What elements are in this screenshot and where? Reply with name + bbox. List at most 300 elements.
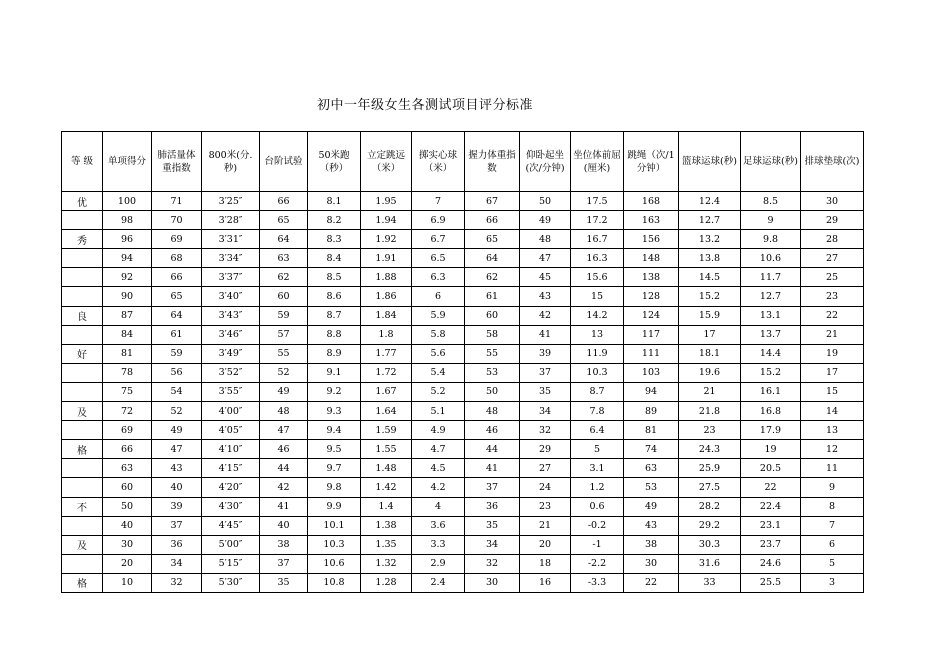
table-cell: 12.7 (741, 287, 801, 306)
table-row (62, 306, 864, 325)
table-cell: 23.1 (741, 516, 801, 535)
table-cell: 62 (260, 268, 308, 287)
table-cell: 128 (624, 287, 679, 306)
table-cell: 1.2 (571, 478, 624, 497)
table-cell: 9.8 (741, 230, 801, 249)
table-cell: 13 (571, 325, 624, 344)
table-cell: 17.2 (571, 211, 624, 230)
table-cell: 21.8 (679, 402, 741, 421)
table-cell: 11 (801, 459, 864, 478)
table-cell: 100 (103, 192, 152, 211)
table-cell: 15.2 (741, 363, 801, 382)
table-row (62, 402, 864, 421)
table-cell: 87 (103, 306, 152, 325)
table-cell: 2.9 (412, 554, 465, 573)
table-cell: 50 (103, 497, 152, 516)
table-cell: 1.92 (361, 230, 412, 249)
table-cell: 28 (801, 230, 864, 249)
table-row (62, 497, 864, 516)
table-cell: 1.42 (361, 478, 412, 497)
table-cell: 8 (801, 497, 864, 516)
table-cell: 61 (152, 325, 202, 344)
table-cell: 65 (465, 230, 520, 249)
table-cell: 39 (152, 497, 202, 516)
table-cell: 98 (103, 211, 152, 230)
table-cell: 15.9 (679, 306, 741, 325)
table-cell: 5′00″ (202, 535, 260, 554)
table-cell: -3.3 (571, 573, 624, 592)
table-cell: 20 (520, 535, 571, 554)
table-cell: 78 (103, 363, 152, 382)
table-cell: 10 (103, 573, 152, 592)
table-cell: 14.4 (741, 344, 801, 363)
table-cell: 10.6 (308, 554, 361, 573)
table-cell: 43 (520, 287, 571, 306)
grade-cell (62, 554, 103, 573)
table-row (62, 268, 864, 287)
table-cell: 81 (103, 344, 152, 363)
table-cell: 17 (679, 325, 741, 344)
table-cell: 41 (465, 459, 520, 478)
table-cell: 60 (465, 306, 520, 325)
table-cell: 22 (801, 306, 864, 325)
page-title-text: 初中一年级女生各测试项目评分标准 (316, 98, 533, 113)
column-header: 仰卧起坐(次/分钟) (520, 132, 571, 192)
table-cell: 20.5 (741, 459, 801, 478)
table-cell: 6.4 (571, 421, 624, 440)
table-cell: 4.9 (412, 421, 465, 440)
table-cell: 66 (260, 192, 308, 211)
table-cell: 8.4 (308, 249, 361, 268)
table-cell: 4 (412, 497, 465, 516)
table-cell: 70 (152, 211, 202, 230)
table-cell: 66 (152, 268, 202, 287)
table-cell: 1.77 (361, 344, 412, 363)
table-cell: 36 (152, 535, 202, 554)
table-cell: 65 (260, 211, 308, 230)
table-row (62, 459, 864, 478)
table-body (62, 192, 864, 593)
table-cell: 9.5 (308, 440, 361, 459)
grade-cell: 不 (62, 497, 103, 516)
table-cell: 40 (103, 516, 152, 535)
table-cell: 3.1 (571, 459, 624, 478)
table-cell: 5′30″ (202, 573, 260, 592)
table-cell: 31.6 (679, 554, 741, 573)
column-header: 握力体重指数 (465, 132, 520, 192)
table-cell: 37 (152, 516, 202, 535)
table-cell: 6.9 (412, 211, 465, 230)
table-cell: 1.48 (361, 459, 412, 478)
table-cell: 8.5 (741, 192, 801, 211)
table-cell: 5.9 (412, 306, 465, 325)
column-header: 立定跳远（米） (361, 132, 412, 192)
table-cell: 23 (801, 287, 864, 306)
table-cell: 23 (520, 497, 571, 516)
table-cell: 49 (624, 497, 679, 516)
table-cell: 43 (624, 516, 679, 535)
column-header: 50米跑（秒） (308, 132, 361, 192)
table-cell: 37 (520, 363, 571, 382)
table-cell: 4′10″ (202, 440, 260, 459)
table-cell: 59 (152, 344, 202, 363)
table-cell: 37 (260, 554, 308, 573)
table-cell: 49 (260, 382, 308, 401)
grade-cell: 良 (62, 306, 103, 325)
table-cell: 22.4 (741, 497, 801, 516)
table-cell: 30 (103, 535, 152, 554)
grade-cell (62, 268, 103, 287)
table-cell: 32 (152, 573, 202, 592)
table-cell: 89 (624, 402, 679, 421)
table-cell: 15.2 (679, 287, 741, 306)
table-cell: 45 (520, 268, 571, 287)
table-cell: 9.7 (308, 459, 361, 478)
table-cell: 4′15″ (202, 459, 260, 478)
table-cell: 8.3 (308, 230, 361, 249)
table-cell: 15 (571, 287, 624, 306)
table-cell: 34 (152, 554, 202, 573)
table-cell: 4′05″ (202, 421, 260, 440)
table-cell: 33 (679, 573, 741, 592)
table-cell: 168 (624, 192, 679, 211)
table-row (62, 363, 864, 382)
table-cell: 50 (520, 192, 571, 211)
table-cell: 9.4 (308, 421, 361, 440)
table-cell: 5.4 (412, 363, 465, 382)
table-cell: 4.7 (412, 440, 465, 459)
table-row (62, 249, 864, 268)
table-cell: 16 (520, 573, 571, 592)
table-cell: 3′43″ (202, 306, 260, 325)
table-cell: 138 (624, 268, 679, 287)
table-cell: 65 (152, 287, 202, 306)
table-cell: 16.1 (741, 382, 801, 401)
table-cell: 8.7 (308, 306, 361, 325)
table-cell: 52 (260, 363, 308, 382)
column-header: 肺活量体重指数 (152, 132, 202, 192)
table-cell: 163 (624, 211, 679, 230)
table-cell: 3′40″ (202, 287, 260, 306)
table-cell: 92 (103, 268, 152, 287)
table-cell: 6 (801, 535, 864, 554)
column-header: 单项得分 (103, 132, 152, 192)
table-cell: 53 (465, 363, 520, 382)
table-cell: 16.7 (571, 230, 624, 249)
table-cell: 9.9 (308, 497, 361, 516)
table-cell: 16.8 (741, 402, 801, 421)
table-cell: 68 (152, 249, 202, 268)
table-cell: 56 (152, 363, 202, 382)
table-cell: 39 (520, 344, 571, 363)
table-cell: 34 (465, 535, 520, 554)
grade-cell: 秀 (62, 230, 103, 249)
table-cell: 52 (152, 402, 202, 421)
grade-cell: 格 (62, 573, 103, 592)
table-cell: 3.6 (412, 516, 465, 535)
table-cell: 96 (103, 230, 152, 249)
table-row (62, 535, 864, 554)
grade-cell (62, 287, 103, 306)
table-cell: 27 (520, 459, 571, 478)
grade-cell (62, 325, 103, 344)
grade-cell: 及 (62, 402, 103, 421)
column-header: 等 级 (62, 132, 103, 192)
table-cell: 44 (260, 459, 308, 478)
table-cell: 69 (152, 230, 202, 249)
table-cell: 94 (103, 249, 152, 268)
table-cell: 10.6 (741, 249, 801, 268)
table-cell: 6.3 (412, 268, 465, 287)
table-cell: 66 (465, 211, 520, 230)
table-cell: 27 (801, 249, 864, 268)
table-cell: 1.95 (361, 192, 412, 211)
table-cell: 20 (103, 554, 152, 573)
table-cell: 1.91 (361, 249, 412, 268)
table-cell: 12 (801, 440, 864, 459)
table-cell: 43 (152, 459, 202, 478)
table-cell: 5′15″ (202, 554, 260, 573)
table-cell: 1.35 (361, 535, 412, 554)
table-cell: 7 (412, 192, 465, 211)
table-cell: 13.2 (679, 230, 741, 249)
table-row (62, 382, 864, 401)
table-row (62, 192, 864, 211)
table-cell: 1.32 (361, 554, 412, 573)
table-cell: 5 (571, 440, 624, 459)
table-cell: 14 (801, 402, 864, 421)
column-header: 台阶试验 (260, 132, 308, 192)
table-cell: 3′28″ (202, 211, 260, 230)
table-cell: 8.5 (308, 268, 361, 287)
table-cell: 62 (465, 268, 520, 287)
table-cell: 17.9 (741, 421, 801, 440)
table-cell: 64 (152, 306, 202, 325)
table-cell: 3′34″ (202, 249, 260, 268)
table-cell: 22 (741, 478, 801, 497)
table-cell: 8.8 (308, 325, 361, 344)
grade-cell: 及 (62, 535, 103, 554)
table-cell: 29 (801, 211, 864, 230)
grade-cell (62, 459, 103, 478)
table-cell: 63 (260, 249, 308, 268)
table-cell: 44 (465, 440, 520, 459)
table-cell: 19 (801, 344, 864, 363)
column-header: 跳绳（次/1分钟） (624, 132, 679, 192)
grade-cell: 好 (62, 344, 103, 363)
table-row (62, 440, 864, 459)
table-cell: 25.5 (741, 573, 801, 592)
table-cell: 9.1 (308, 363, 361, 382)
table-cell: 19 (741, 440, 801, 459)
table-cell: 5.1 (412, 402, 465, 421)
table-cell: 48 (520, 230, 571, 249)
table-cell: 55 (260, 344, 308, 363)
table-cell: 13.1 (741, 306, 801, 325)
page-title (0, 94, 950, 113)
table-cell: -0.2 (571, 516, 624, 535)
table-cell: 7 (801, 516, 864, 535)
table-cell: 15.6 (571, 268, 624, 287)
table-cell: 19.6 (679, 363, 741, 382)
grade-cell: 格 (62, 440, 103, 459)
table-cell: 1.28 (361, 573, 412, 592)
table-cell: 23.7 (741, 535, 801, 554)
table-cell: 32 (520, 421, 571, 440)
table-cell: 14.2 (571, 306, 624, 325)
table-cell: 21 (520, 516, 571, 535)
table-cell: 42 (520, 306, 571, 325)
table-cell: 81 (624, 421, 679, 440)
table-cell: 18 (520, 554, 571, 573)
table-cell: 17.5 (571, 192, 624, 211)
table-cell: 4′30″ (202, 497, 260, 516)
table-cell: 28.2 (679, 497, 741, 516)
table-cell: 94 (624, 382, 679, 401)
table-cell: 49 (152, 421, 202, 440)
column-header: 足球运球(秒) (741, 132, 801, 192)
table-cell: 9 (801, 478, 864, 497)
column-header: 篮球运球(秒) (679, 132, 741, 192)
table-cell: 37 (465, 478, 520, 497)
table-cell: 6 (412, 287, 465, 306)
table-cell: 40 (152, 478, 202, 497)
grade-cell (62, 421, 103, 440)
table-cell: 5.8 (412, 325, 465, 344)
table-cell: 9.3 (308, 402, 361, 421)
table-cell: 1.59 (361, 421, 412, 440)
grade-cell (62, 249, 103, 268)
table-cell: 5.2 (412, 382, 465, 401)
table-cell: 1.67 (361, 382, 412, 401)
grade-cell (62, 516, 103, 535)
table-cell: 21 (801, 325, 864, 344)
table-cell: 8.2 (308, 211, 361, 230)
table-cell: 4′00″ (202, 402, 260, 421)
table-cell: 23 (679, 421, 741, 440)
table-cell: 41 (260, 497, 308, 516)
table-cell: 3 (801, 573, 864, 592)
table-cell: 72 (103, 402, 152, 421)
table-cell: 3′52″ (202, 363, 260, 382)
table-cell: 3′46″ (202, 325, 260, 344)
table-cell: 60 (260, 287, 308, 306)
table-row (62, 478, 864, 497)
table-cell: 3′55″ (202, 382, 260, 401)
table-cell: 21 (679, 382, 741, 401)
table-cell: 10.8 (308, 573, 361, 592)
table-cell: 2.4 (412, 573, 465, 592)
table-row (62, 516, 864, 535)
grade-cell (62, 478, 103, 497)
table-cell: 29.2 (679, 516, 741, 535)
table-cell: 48 (260, 402, 308, 421)
table-cell: 6.5 (412, 249, 465, 268)
table-cell: 1.4 (361, 497, 412, 516)
table-cell: 117 (624, 325, 679, 344)
table-cell: 10.3 (308, 535, 361, 554)
table-cell: 12.7 (679, 211, 741, 230)
column-header: 坐位体前屈(厘米) (571, 132, 624, 192)
table-cell: -2.2 (571, 554, 624, 573)
table-cell: 11.9 (571, 344, 624, 363)
table-cell: 24.6 (741, 554, 801, 573)
table-cell: 8.7 (571, 382, 624, 401)
table-cell: 12.4 (679, 192, 741, 211)
table-cell: 13 (801, 421, 864, 440)
table-cell: 46 (465, 421, 520, 440)
table-cell: 36 (465, 497, 520, 516)
table-header-row (62, 132, 864, 192)
table-cell: 22 (624, 573, 679, 592)
table-cell: 75 (103, 382, 152, 401)
table-cell: 49 (520, 211, 571, 230)
table-row (62, 325, 864, 344)
table-cell: -1 (571, 535, 624, 554)
table-cell: 67 (465, 192, 520, 211)
table-cell: 63 (103, 459, 152, 478)
table-cell: 3′31″ (202, 230, 260, 249)
table-cell: 14.5 (679, 268, 741, 287)
table-cell: 30 (465, 573, 520, 592)
table-cell: 25 (801, 268, 864, 287)
table-row (62, 287, 864, 306)
table-row (62, 344, 864, 363)
table-cell: 1.72 (361, 363, 412, 382)
table-cell: 4′45″ (202, 516, 260, 535)
table-cell: 156 (624, 230, 679, 249)
table-cell: 5.6 (412, 344, 465, 363)
table-cell: 1.88 (361, 268, 412, 287)
table-cell: 8.1 (308, 192, 361, 211)
table-cell: 48 (465, 402, 520, 421)
table-cell: 50 (465, 382, 520, 401)
table-cell: 66 (103, 440, 152, 459)
table-cell: 63 (624, 459, 679, 478)
table-row (62, 421, 864, 440)
table-cell: 1.86 (361, 287, 412, 306)
table-cell: 15 (801, 382, 864, 401)
table-cell: 57 (260, 325, 308, 344)
table-cell: 8.9 (308, 344, 361, 363)
table-cell: 35 (260, 573, 308, 592)
table-cell: 55 (465, 344, 520, 363)
table-cell: 8.6 (308, 287, 361, 306)
table-cell: 42 (260, 478, 308, 497)
table-row (62, 211, 864, 230)
table-cell: 3.3 (412, 535, 465, 554)
table-cell: 40 (260, 516, 308, 535)
table-cell: 16.3 (571, 249, 624, 268)
grade-cell (62, 211, 103, 230)
table-cell: 1.38 (361, 516, 412, 535)
table-cell: 4.5 (412, 459, 465, 478)
table-row (62, 230, 864, 249)
table-row (62, 554, 864, 573)
grade-cell: 优 (62, 192, 103, 211)
table-cell: 1.94 (361, 211, 412, 230)
grade-cell (62, 382, 103, 401)
table-cell: 35 (465, 516, 520, 535)
table-cell: 9 (741, 211, 801, 230)
table-cell: 1.84 (361, 306, 412, 325)
column-header: 800米(分.秒) (202, 132, 260, 192)
table-cell: 5 (801, 554, 864, 573)
table-cell: 47 (260, 421, 308, 440)
table-cell: 29 (520, 440, 571, 459)
table-cell: 10.1 (308, 516, 361, 535)
table-cell: 0.6 (571, 497, 624, 516)
